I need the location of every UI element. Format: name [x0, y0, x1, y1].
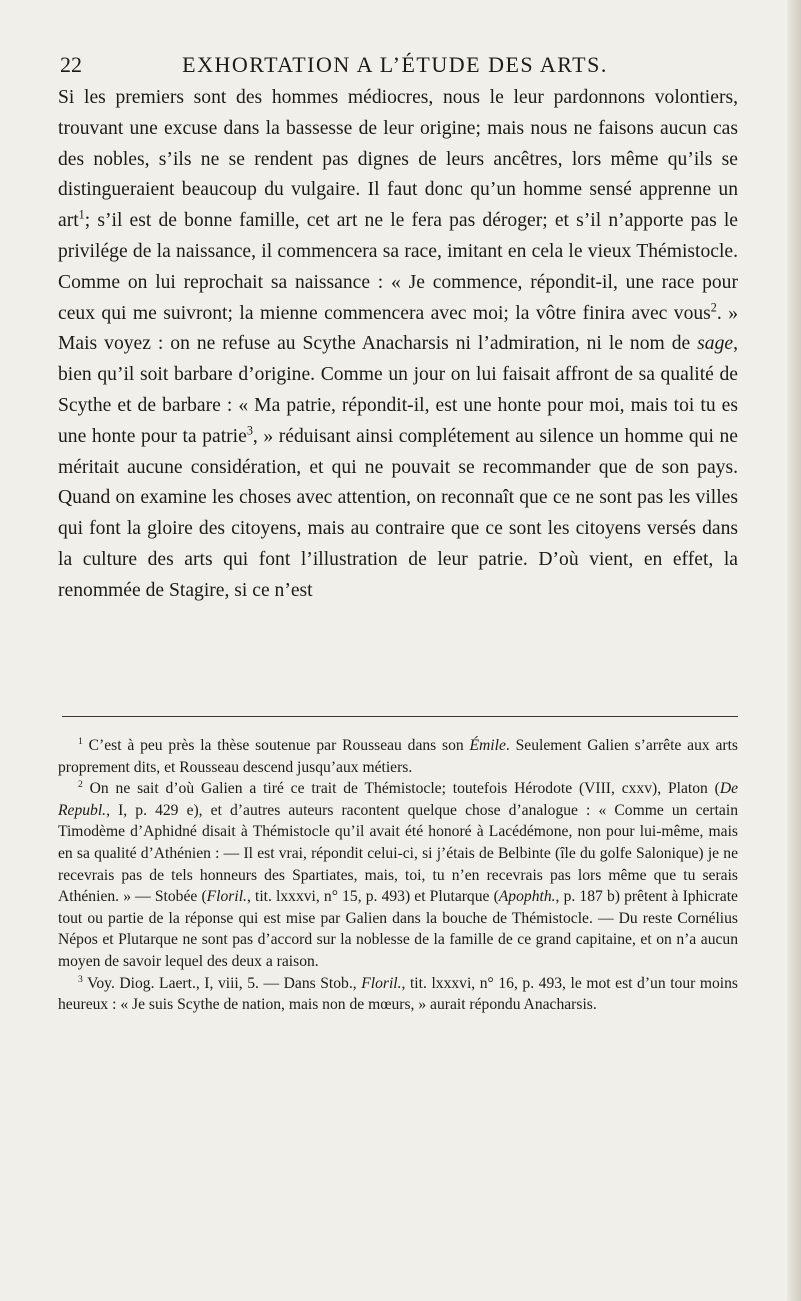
page-edge-shadow [787, 0, 801, 1301]
footnote-text: , p. 187 b) prêtent à Iphicrate tout ou partie de la réponse qui est mise par Galien dans la bouche de Thémistocle. — Du reste Cornélius Népos et Plutarque ne sont pas d’accord sur la noblesse de la famille de ce grand capitaine, et on n’a aucun moyen de savoir lequel des deux a raison. [58, 888, 738, 970]
footnote-text: , tit. lxxxvi, n° 15, p. 493) et Plutarque ( [246, 888, 499, 906]
running-title: EXHORTATION A L’ÉTUDE DES ARTS. [182, 52, 608, 77]
footnote-divider [62, 716, 738, 717]
text-segment: Si les premiers sont des hommes médiocres, nous le leur pardonnons volontiers, trouvant une excuse dans la bassesse de leur origine; mais nous ne faisons aucun cas des nobles, s’ils ne se rendent pas dignes de leurs ancêtres, lors même qu’ils se distingueraient beaucoup du vulgaire. Il faut donc qu’un homme sensé apprenne un art [58, 87, 738, 232]
book-title: Floril. [361, 974, 402, 992]
footnote-ref-3: 3 [246, 423, 253, 438]
footnotes [58, 735, 738, 1016]
footnote-2 [58, 778, 738, 972]
footnote-3 [58, 973, 738, 1016]
text-segment: . » Mais voyez : on ne refuse au Scythe Anacharsis ni l’admiration, ni le nom de [58, 302, 739, 355]
footnote-text: . Seulement Galien s’arrête aux arts proprement dits, et Rousseau descend jusqu’aux métiers. [58, 737, 738, 776]
main-paragraph [58, 83, 738, 607]
footnote-text: Voy. Diog. Laert., I, viii, 5. — Dans Stob., [82, 974, 362, 992]
book-title: Floril. [206, 888, 247, 906]
page-number: 22 [60, 52, 82, 77]
page-header [50, 52, 740, 82]
emphasized-word: sage [697, 333, 734, 355]
footnote-number: 2 [78, 779, 83, 790]
footnote-text: C’est à peu près la thèse soutenue par Rousseau dans son [82, 737, 470, 754]
footnote-number: 3 [78, 973, 83, 985]
text-segment: , » réduisant ainsi complétement au silence un homme qui ne méritait aucune considération, et qui ne pouvait se recommander que de son pays. Quand on examine les choses avec attention, on reconnaît que ce ne sont pas les villes qui font la gloire des citoyens, mais au contraire que ce sont les citoyens versés dans la culture des arts qui font l’illustration de leur patrie. D’où vient, en effet, la renommée de Stagire, si ce n’est [58, 425, 738, 601]
text-segment: ; s’il est de bonne famille, cet art ne le fera pas déroger; et s’il n’apporte pas le privilége de la naissance, il commencera sa race, imitant en cela le vieux Thémistocle. Comme on lui reprochait sa naissance : « Je commence, répondit-il, une race pour ceux qui me suivront; la mienne commencera avec moi; la vôtre finira avec vous [58, 210, 738, 324]
main-text [58, 83, 738, 607]
footnote-ref-2: 2 [710, 300, 717, 315]
footnote-text: On ne sait d’où Galien a tiré ce trait de Thémistocle; toutefois Hérodote (VIII, cxxv), Platon ( [82, 780, 720, 798]
footnote-ref-1: 1 [78, 207, 85, 222]
book-title: Apophth. [498, 888, 556, 906]
footnote-text: , I, p. 429 e), et d’autres auteurs racontent quelque chose d’analogue : « Comme un certain Timodème d’Aphidné disait à Thémistocle qu’il avait été honoré à Lacédémone, non pour lui-même, mais en sa qualité d’Athénien : — Il est vrai, répondit celui-ci, si j’étais de Belbinte (île du golfe Salonique) je ne recevrais pas de tels honneurs des Spartiates, mais, toi, tu n’en recevrais pas lors même que tu serais Athénien. » — Stobée ( [58, 801, 738, 906]
text-segment: , bien qu’il soit barbare d’origine. Comme un jour on lui faisait affront de sa qualité de Scythe et de barbare : « Ma patrie, répondit-il, est une honte pour moi, mais toi tu es une honte pour ta patrie [58, 333, 738, 447]
footnote-1 [58, 735, 738, 778]
footnote-number: 1 [78, 735, 83, 747]
footnote-text: , tit. lxxxvi, n° 16, p. 493, le mot est d’un tour moins heureux : « Je suis Scythe de nation, mais non de mœurs, » aurait répondu Anacharsis. [58, 974, 738, 1014]
book-title: De Republ. [58, 780, 738, 819]
book-title: Émile [469, 737, 506, 754]
